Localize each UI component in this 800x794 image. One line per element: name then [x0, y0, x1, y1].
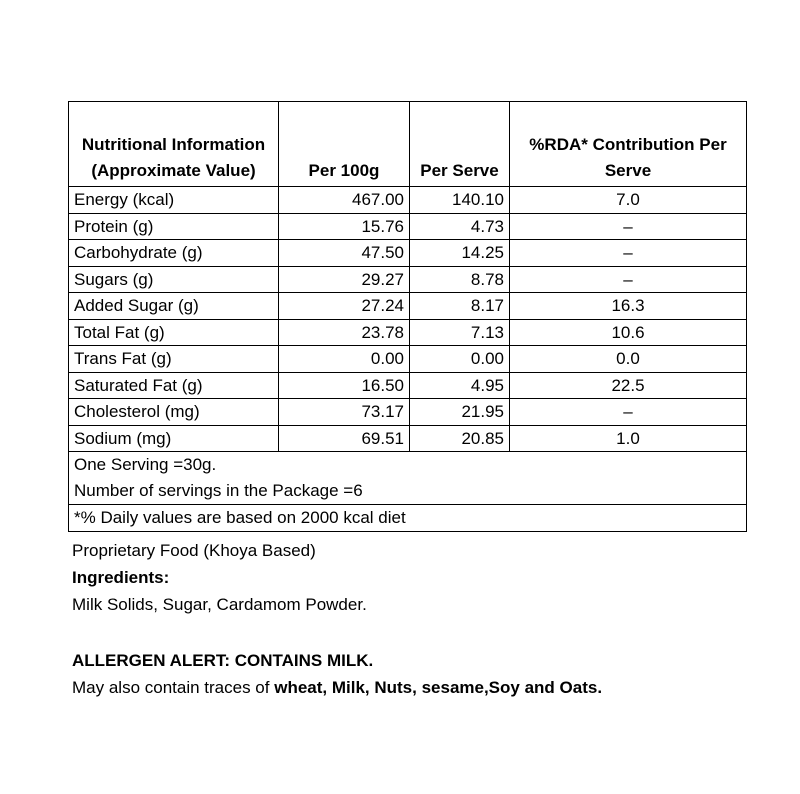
row-rda: –: [510, 240, 747, 267]
row-label: Sodium (mg): [69, 425, 279, 452]
row-label: Cholesterol (mg): [69, 399, 279, 426]
row-per-serve: 21.95: [410, 399, 510, 426]
table-row: [69, 266, 747, 293]
row-per-100g: 0.00: [279, 346, 410, 373]
row-label: Energy (kcal): [69, 187, 279, 214]
header-label-line2: (Approximate Value): [91, 161, 256, 180]
row-per-serve: 14.25: [410, 240, 510, 267]
serving-info-cell: [69, 452, 747, 505]
row-per-serve: 7.13: [410, 319, 510, 346]
row-rda: –: [510, 266, 747, 293]
row-rda: –: [510, 399, 747, 426]
nutrition-table: [68, 101, 747, 532]
row-label: Carbohydrate (g): [69, 240, 279, 267]
row-rda: 22.5: [510, 372, 747, 399]
row-per-serve: 4.73: [410, 213, 510, 240]
row-rda: 16.3: [510, 293, 747, 320]
row-label: Total Fat (g): [69, 319, 279, 346]
row-per-100g: 29.27: [279, 266, 410, 293]
row-rda: 10.6: [510, 319, 747, 346]
row-per-100g: 69.51: [279, 425, 410, 452]
row-per-serve: 20.85: [410, 425, 510, 452]
row-per-serve: 4.95: [410, 372, 510, 399]
daily-value-footnote: *% Daily values are based on 2000 kcal diet: [69, 505, 747, 532]
row-per-100g: 467.00: [279, 187, 410, 214]
serving-size: One Serving =30g.: [74, 455, 217, 474]
traces-items: wheat, Milk, Nuts, sesame,Soy and Oats.: [274, 678, 603, 697]
table-row: [69, 372, 747, 399]
header-label-line1: Nutritional Information: [81, 135, 266, 154]
table-row: [69, 187, 747, 214]
row-per-100g: 27.24: [279, 293, 410, 320]
header-rda-contribution: %RDA* Contribution Per Serve: [510, 102, 747, 187]
header-nutritional-information: [69, 102, 279, 187]
table-row: [69, 293, 747, 320]
row-per-serve: 140.10: [410, 187, 510, 214]
row-label: Sugars (g): [69, 266, 279, 293]
table-row: [69, 213, 747, 240]
row-per-100g: 16.50: [279, 372, 410, 399]
table-row: [69, 240, 747, 267]
allergen-alert: ALLERGEN ALERT: CONTAINS MILK.: [72, 651, 374, 670]
servings-per-package: Number of servings in the Package =6: [74, 481, 363, 500]
row-rda: 7.0: [510, 187, 747, 214]
table-header-row: [69, 102, 747, 187]
table-row: [69, 399, 747, 426]
row-per-100g: 15.76: [279, 213, 410, 240]
row-per-100g: 47.50: [279, 240, 410, 267]
ingredients-list: Milk Solids, Sugar, Cardamom Powder.: [72, 595, 367, 614]
table-row: [69, 319, 747, 346]
row-rda: 0.0: [510, 346, 747, 373]
row-label: Trans Fat (g): [69, 346, 279, 373]
row-per-100g: 23.78: [279, 319, 410, 346]
product-type: Proprietary Food (Khoya Based): [72, 541, 316, 560]
row-label: Saturated Fat (g): [69, 372, 279, 399]
row-label: Added Sugar (g): [69, 293, 279, 320]
footnote-row: [69, 505, 747, 532]
row-per-serve: 0.00: [410, 346, 510, 373]
allergen-traces: [72, 675, 602, 701]
table-row: [69, 346, 747, 373]
header-per-100g: Per 100g: [279, 102, 410, 187]
row-label: Protein (g): [69, 213, 279, 240]
row-rda: 1.0: [510, 425, 747, 452]
table-row: [69, 425, 747, 452]
row-per-100g: 73.17: [279, 399, 410, 426]
row-per-serve: 8.78: [410, 266, 510, 293]
row-per-serve: 8.17: [410, 293, 510, 320]
row-rda: –: [510, 213, 747, 240]
header-per-serve: Per Serve: [410, 102, 510, 187]
serving-info-row: [69, 452, 747, 505]
ingredients-heading: Ingredients:: [72, 568, 170, 587]
traces-prefix: May also contain traces of: [72, 678, 275, 697]
